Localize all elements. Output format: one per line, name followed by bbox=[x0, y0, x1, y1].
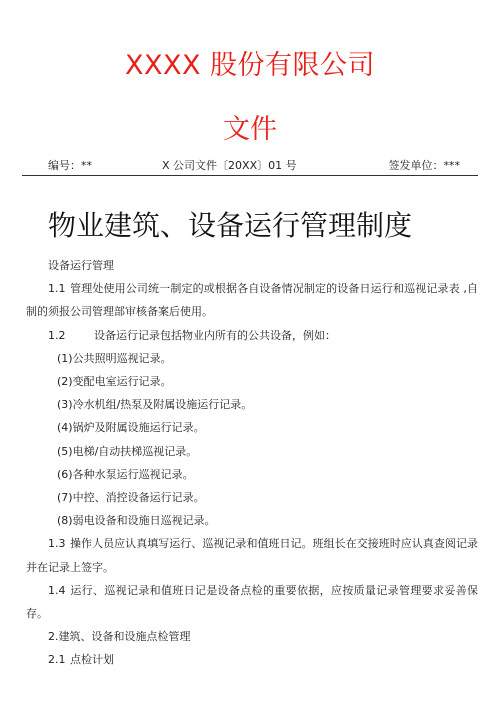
paragraph-number: 2.1 bbox=[48, 653, 66, 667]
paragraph-number: 1.4 bbox=[48, 583, 66, 597]
company-name: XXXX 股份有限公司 bbox=[124, 50, 376, 81]
paragraph-1-4 bbox=[26, 579, 478, 625]
paragraph-text: 设备运行记录包括物业内所有的公共设备，例如： bbox=[94, 328, 336, 342]
paragraph-text: 操作人员应认真填写运行、巡视记录和值班日记。班组长在交接班时应认真查阅记录并在记录上签字。 bbox=[26, 537, 478, 574]
paragraph-1-3 bbox=[26, 532, 478, 578]
list-item: (7)中控、消控设备运行记录。 bbox=[57, 491, 205, 505]
section-heading: 设备运行管理 bbox=[48, 259, 114, 272]
list-item: (6)各种水泵运行巡视记录。 bbox=[57, 467, 194, 481]
document-number: 编号：** bbox=[48, 159, 92, 172]
section-heading: 2.建筑、设备和设施点检管理 bbox=[48, 630, 191, 644]
paragraph-2-1 bbox=[26, 648, 478, 671]
paragraph-text: 点检计划 bbox=[70, 653, 114, 667]
list-item: (3)冷水机组/热泵及附属设施运行记录。 bbox=[57, 398, 253, 412]
paragraph-1-2 bbox=[26, 324, 478, 347]
paragraph-text: 管理处使用公司统一制定的或根据各自设备情况制定的设备日运行和巡视记录表 ,自制的须报公司管理部审核备案后使用。 bbox=[26, 282, 478, 319]
paragraph-number: 1.3 bbox=[48, 537, 66, 551]
document-label: 文件 bbox=[223, 114, 277, 145]
header-divider bbox=[22, 175, 478, 176]
paragraph-number: 1.2 bbox=[48, 328, 66, 342]
paragraph-number: 1.1 bbox=[48, 282, 66, 296]
file-reference: X 公司文件〔20XX〕01 号 bbox=[162, 159, 297, 172]
paragraph-1-1 bbox=[26, 277, 478, 323]
issuing-unit: 签发单位：*** bbox=[388, 159, 460, 172]
list-item: (8)弱电设备和设施日巡视记录。 bbox=[57, 514, 216, 528]
list-item: (4)锅炉及附属设施运行记录。 bbox=[57, 421, 205, 435]
document-title: 物业建筑、设备运行管理制度 bbox=[48, 209, 413, 242]
paragraph-text: 运行、巡视记录和值班日记是设备点检的重要依据，应按质量记录管理要求妥善保存。 bbox=[26, 583, 478, 621]
document-body bbox=[26, 254, 478, 672]
list-item: (1)公共照明巡视记录。 bbox=[57, 351, 172, 365]
list-item: (2)变配电室运行记录。 bbox=[57, 375, 172, 389]
list-item: (5)电梯/自动扶梯巡视记录。 bbox=[57, 444, 198, 458]
